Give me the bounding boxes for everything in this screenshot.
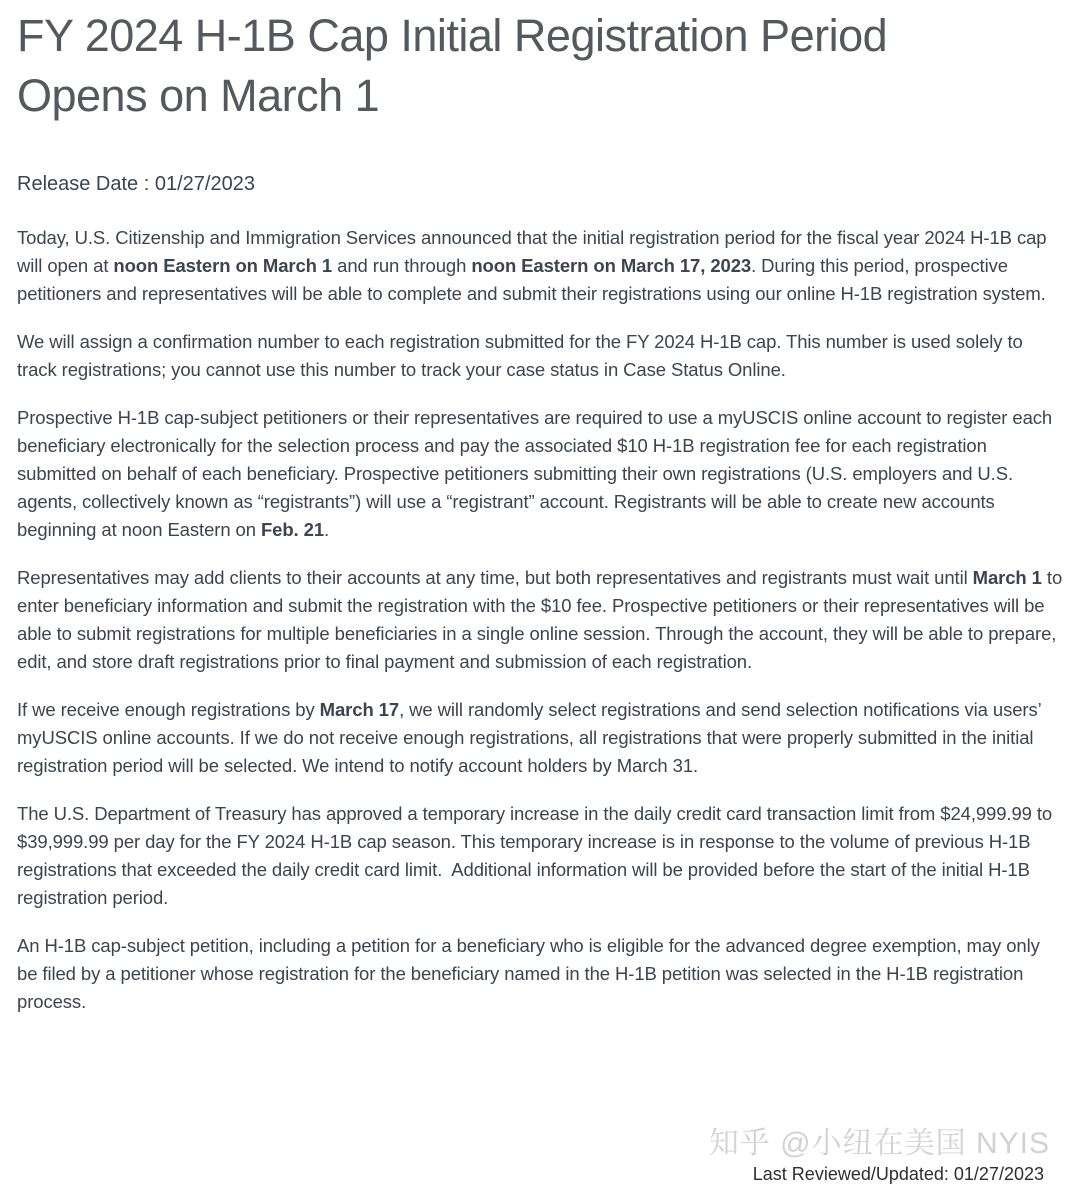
article-body xyxy=(17,224,1068,1016)
text-segment: An H-1B cap-subject petition, including a petition for a beneficiary who is eligible for the advanced degree exemption, may only be filed by a petitioner whose registration for the beneficiary named in the H-1B petition was selected in the H-1B registration process. xyxy=(17,935,1045,1012)
text-segment: Today, U.S. Citizenship and Immigration Services announced that the initial registration period for the fiscal year 2024 H-1B cap will open at xyxy=(17,227,1052,276)
paragraph xyxy=(17,800,1063,912)
bold-text-segment: Feb. 21 xyxy=(260,519,325,540)
bold-text-segment: noon Eastern on March 1 xyxy=(113,255,333,276)
text-segment: , we will randomly select registrations and send selection notifications via users’ myUSCIS online accounts. If we do not receive enough registrations, all registrations that were properly submitted in the initial registration period will be selected. We intend to notify account holders by March 31. xyxy=(17,699,1047,776)
zhihu-watermark: 知乎 @小纽在美国 NYIS xyxy=(708,1127,1050,1160)
paragraph xyxy=(17,224,1063,308)
bold-text-segment: March 1 xyxy=(972,567,1042,588)
last-reviewed-text: Last Reviewed/Updated: 01/27/2023 xyxy=(752,1164,1044,1184)
text-segment: The U.S. Department of Treasury has approved a temporary increase in the daily credit card transaction limit from $24,999.99 to $39,999.99 per day for the FY 2024 H-1B cap season. This temporary increase is in response to the volume of previous H-1B registrations that exceeded the daily credit card limit. Additional information will be provided before the start of the initial H-1B registration period. xyxy=(17,803,1058,908)
page-footer xyxy=(709,1127,1050,1186)
text-segment: . xyxy=(324,519,330,540)
paragraph xyxy=(17,932,1063,1016)
release-date: Release Date : 01/27/2023 xyxy=(17,173,255,195)
text-segment: to enter beneficiary information and submit the registration with the $10 fee. Prospective petitioners or their representatives will be able to submit registrations for multiple beneficiaries in a single online session. Through the account, they will be able to prepare, edit, and store draft registrations prior to final payment and submission of each registration. xyxy=(17,567,1068,672)
text-segment: . During this period, prospective petitioners and representatives will be able to complete and submit their registrations using our online H-1B registration system. xyxy=(17,255,1046,304)
text-segment: Representatives may add clients to their accounts at any time, but both representatives and registrants must wait until xyxy=(17,567,973,588)
page-title: FY 2024 H-1B Cap Initial Registration Period Opens on March 1 xyxy=(17,10,888,121)
paragraph xyxy=(17,564,1068,676)
paragraph xyxy=(17,696,1063,780)
text-segment: We will assign a confirmation number to each registration submitted for the FY 2024 H-1B cap. This number is used solely to track registrations; you cannot use this number to track your case status in Case Status Online. xyxy=(17,331,1028,380)
text-segment: If we receive enough registrations by xyxy=(17,699,320,720)
text-segment: Prospective H-1B cap-subject petitioners or their representatives are required to use a myUSCIS online account to register each beneficiary electronically for the selection process and pay the associated $10 H-1B registration fee for each registration submitted on behalf of each beneficiary. Prospective petitioners submitting their own registrations (U.S. employers and U.S. agents, collectively known as “registrants”) will use a “registrant” account. Registrants will be able to create new accounts beginning at noon Eastern on xyxy=(17,407,1058,540)
paragraph xyxy=(17,328,1063,384)
bold-text-segment: March 17 xyxy=(319,699,400,720)
text-segment: and run through xyxy=(332,255,472,276)
bold-text-segment: noon Eastern on March 17, 2023 xyxy=(471,255,752,276)
paragraph xyxy=(17,404,1063,544)
